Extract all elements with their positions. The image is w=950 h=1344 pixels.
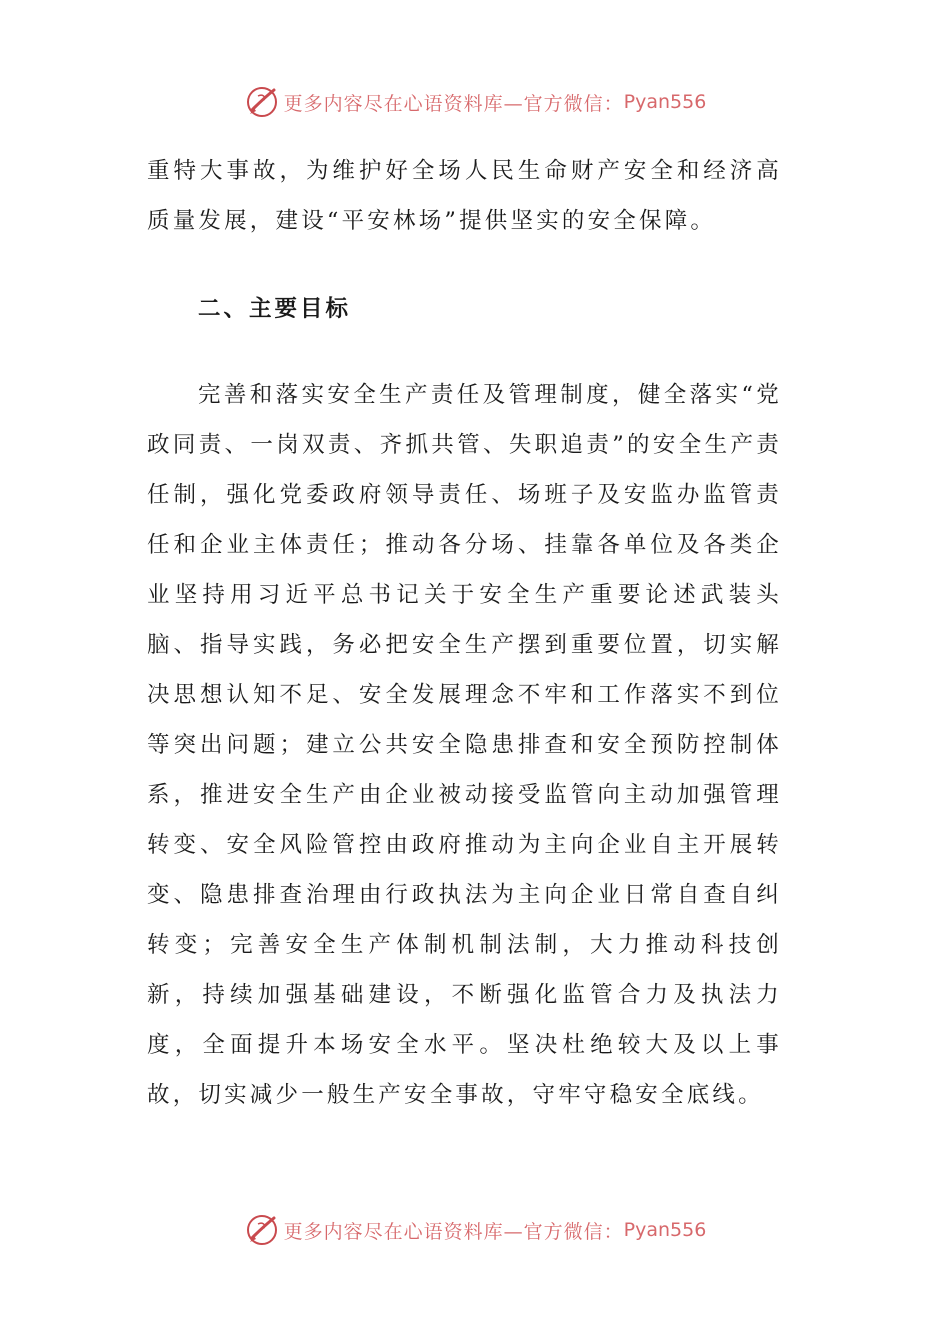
pen-logo-icon xyxy=(244,1212,280,1248)
paragraph-continuation: 重特大事故，为维护好全场人民生命财产安全和经济高质量发展，建设“平安林场”提供坚实的安全保障。 xyxy=(147,158,782,234)
banner-text: 更多内容尽在心语资料库—官方微信： xyxy=(283,92,624,115)
banner-text: 更多内容尽在心语资料库—官方微信： xyxy=(283,1220,624,1243)
paragraph-main-goals: 完善和落实安全生产责任及管理制度，健全落实“党政同责、一岗双责、齐抓共管、失职追责”的安全生产责任制，强化党委政府领导责任、场班子及安监办监管责任和企业主体责任；推动各分场、挂靠各单位及各类企业坚持用习近平总书记关于安全生产重要论述武装头脑、指导实践，务必把安全生产摆到重要位置，切实解决思想认知不足、安全发展理念不牢和工作落实不到位等突出问题；建立公共安全隐患排查和安全预防控制体系，推进安全生产由企业被动接受监管向主动加强管理转变、安全风险管控由政府推动为主向企业自主开展转变、隐患排查治理由行政执法为主向企业日常自查自纠转变；完善安全生产体制机制法制，大力推动科技创新，持续加强基础建设，不断强化监管合力及执法力度，全面提升本场安全水平。坚决杜绝较大及以上事故，切实减少一般生产安全事故，守牢守稳安全底线。 xyxy=(147,382,782,1108)
header-watermark-banner xyxy=(0,82,950,122)
banner-wechat-id: Pyan556 xyxy=(623,1219,707,1241)
document-body xyxy=(147,146,782,1120)
footer-watermark-banner xyxy=(0,1210,950,1250)
banner-wechat-id: Pyan556 xyxy=(623,91,707,113)
pen-logo-icon xyxy=(244,84,280,120)
section-heading: 二、主要目标 xyxy=(198,296,352,322)
